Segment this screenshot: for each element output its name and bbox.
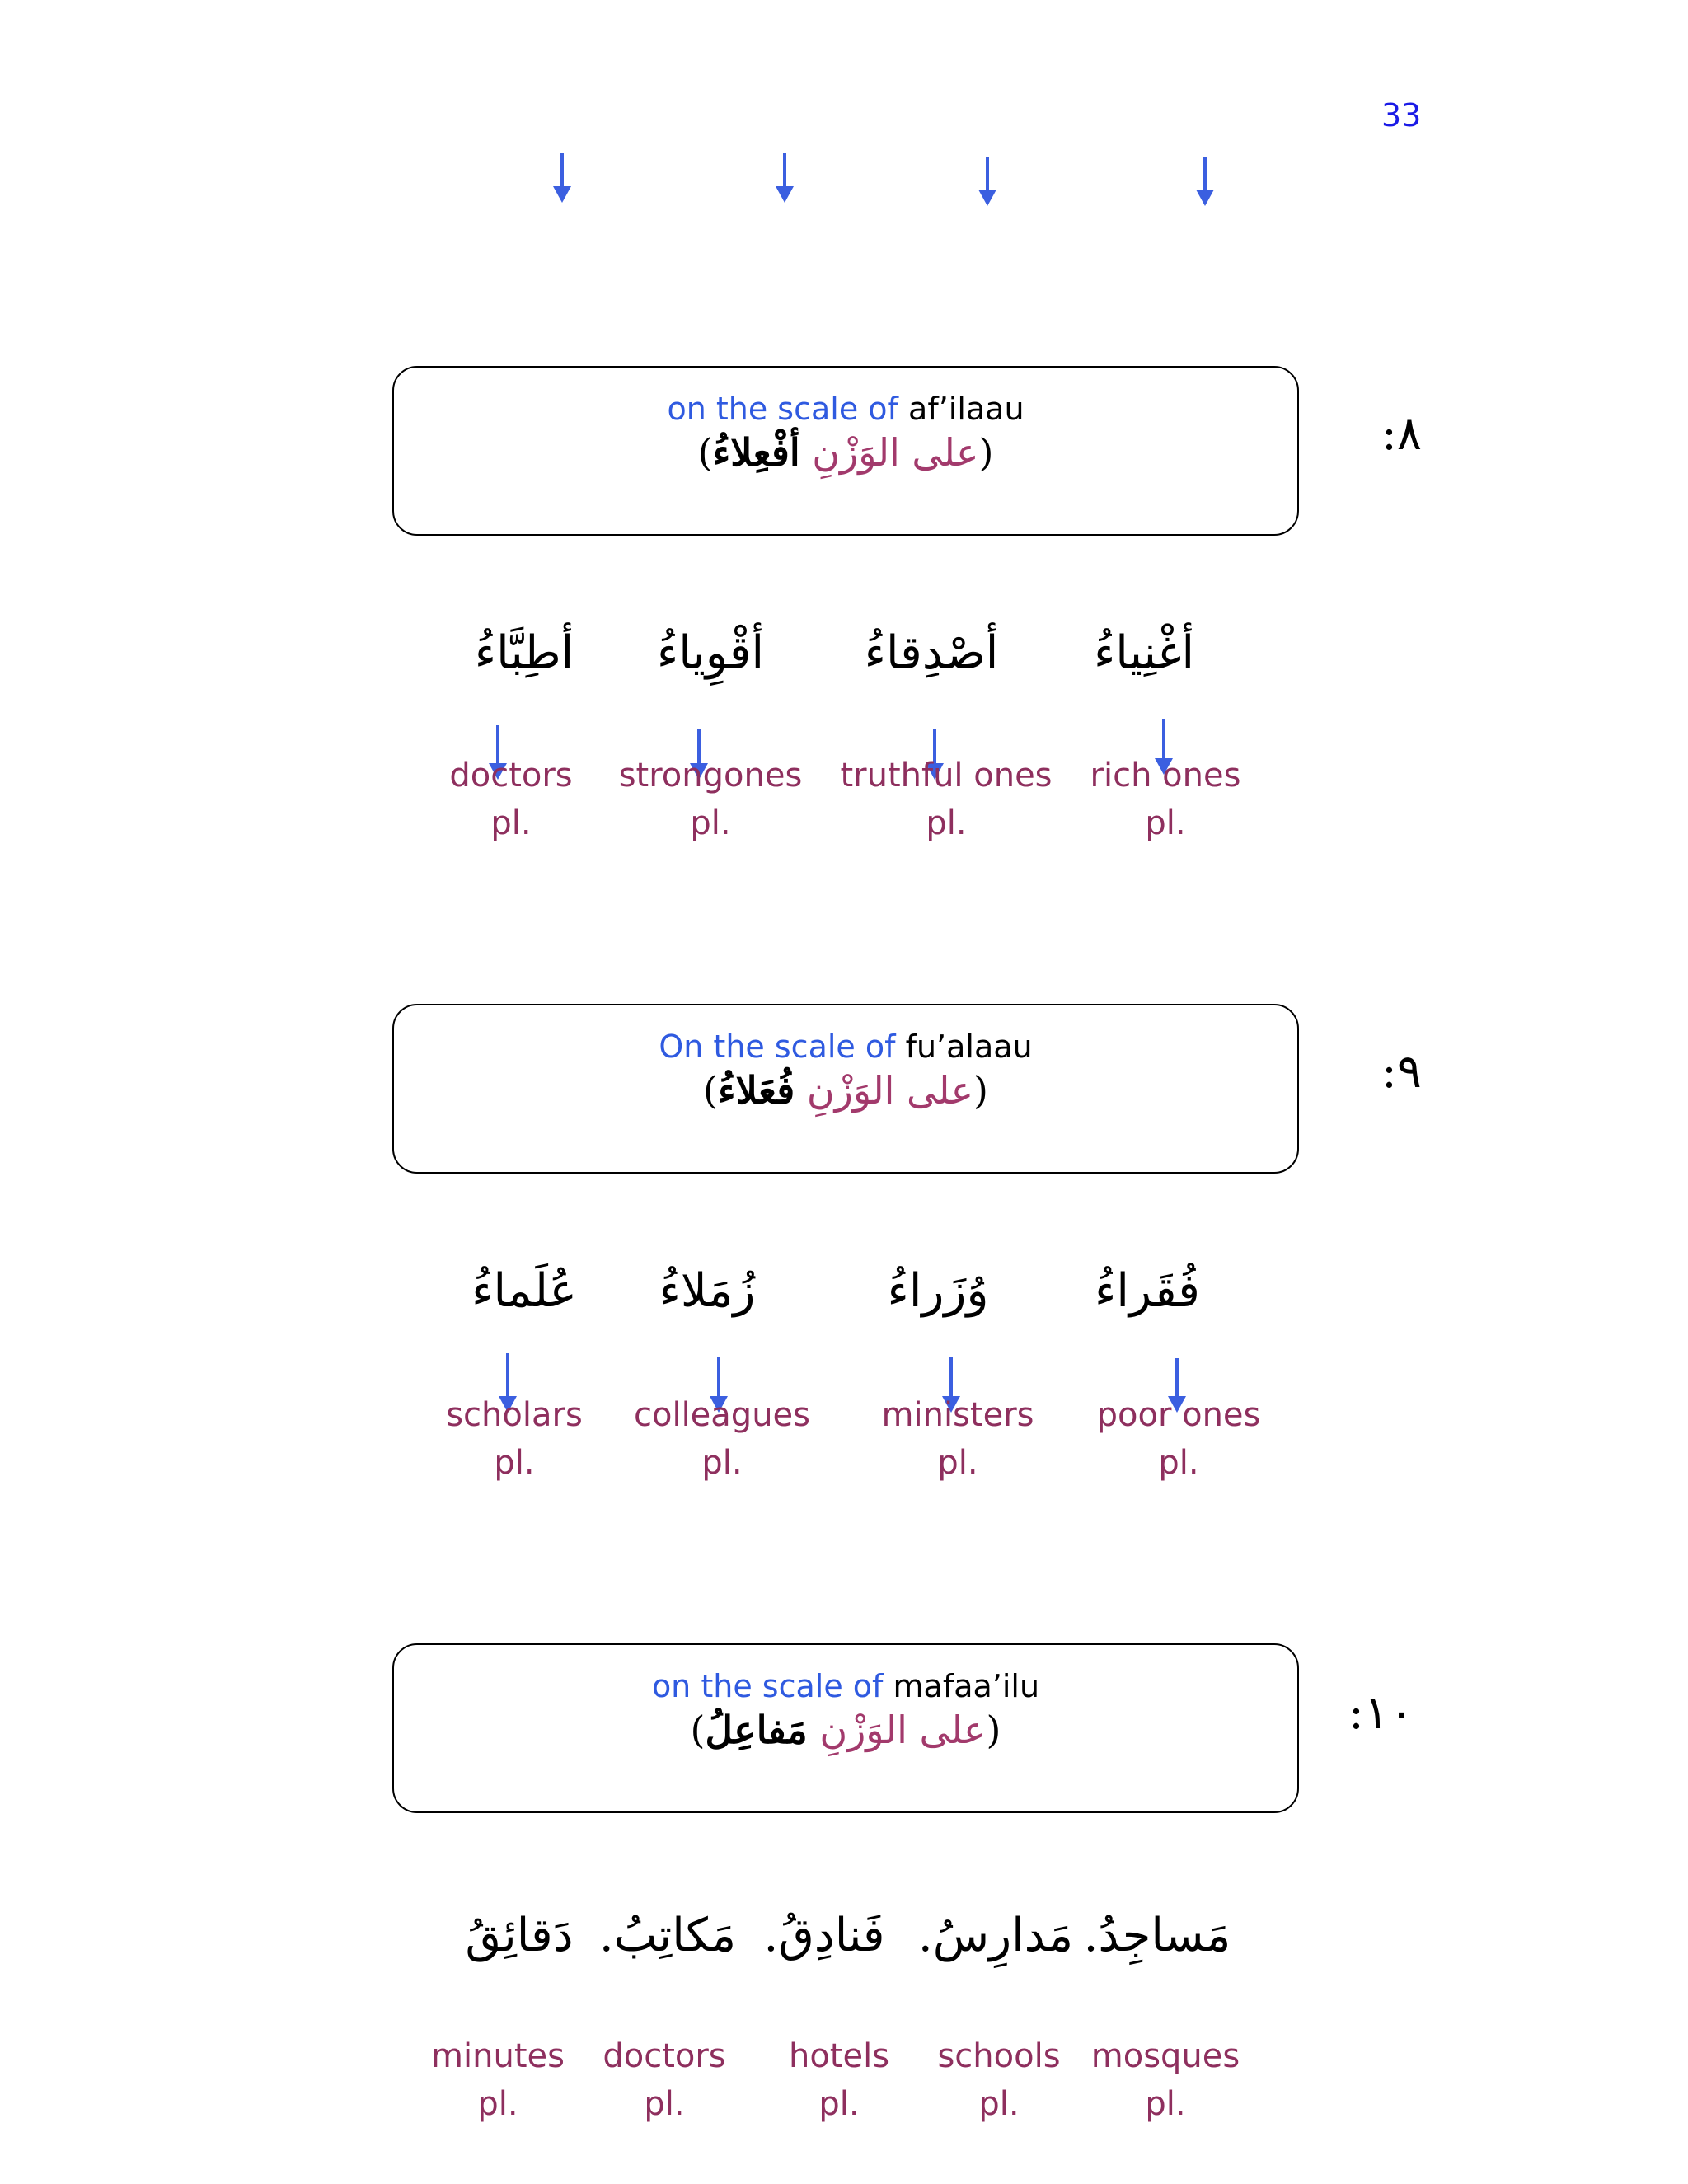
- gloss: [937, 2032, 1060, 2128]
- scale-prefix: on the scale of: [651, 1668, 884, 1704]
- scale-prefix: on the scale of: [667, 391, 898, 427]
- gloss-number: pl.: [490, 804, 532, 842]
- scale-ar-prefix: على الوَزْنِ: [812, 430, 979, 475]
- gloss-meaning: doctors: [603, 2037, 726, 2075]
- scale-caption: [394, 391, 1297, 427]
- gloss-meaning: schools: [937, 2037, 1061, 2075]
- section-number: :٩: [1381, 1045, 1422, 1099]
- arrow-down-icon: [560, 153, 564, 188]
- scale-translit: mafaa’ilu: [893, 1668, 1040, 1704]
- gloss: [1090, 752, 1241, 847]
- gloss-number: pl.: [818, 2085, 860, 2123]
- gloss-number: pl.: [978, 2085, 1020, 2123]
- gloss-number: pl.: [1158, 1444, 1199, 1482]
- scale-translit: fu’alaau: [905, 1029, 1033, 1065]
- gloss-number: pl.: [1145, 2085, 1186, 2123]
- arrow-down-icon: [783, 153, 786, 188]
- arabic-word: أصْدِقاءُ: [864, 626, 999, 680]
- scale-ar-pattern: فُعَلاءُ: [717, 1068, 795, 1113]
- scale-arabic: (على الوَزْنِ فُعَلاءُ): [703, 1068, 988, 1113]
- gloss-meaning: ministers: [881, 1396, 1034, 1434]
- gloss: [634, 1391, 810, 1487]
- arabic-word: أغْنِياءُ: [1093, 626, 1195, 680]
- gloss: [619, 752, 803, 847]
- gloss-number: pl.: [701, 1444, 743, 1482]
- gloss-meaning: minutes: [431, 2037, 565, 2075]
- gloss: [789, 2032, 889, 2128]
- scale-box: [392, 1004, 1299, 1174]
- arabic-word: مَكاتِبُ.: [598, 1909, 737, 1962]
- scale-box: [392, 1643, 1299, 1813]
- arabic-word: دَقائِقُ: [465, 1909, 574, 1962]
- arabic-word: أقْوِياءُ: [656, 626, 765, 680]
- section-number: :١٠: [1348, 1686, 1414, 1740]
- gloss-meaning: hotels: [788, 2037, 890, 2075]
- arabic-word: مَدارِسُ.: [917, 1909, 1074, 1962]
- scale-translit: af’ilaau: [908, 391, 1025, 427]
- gloss: [449, 752, 572, 847]
- gloss-meaning: doctors: [449, 757, 573, 794]
- page-number: 33: [1381, 97, 1422, 134]
- gloss-number: pl.: [644, 2085, 685, 2123]
- gloss-number: pl.: [477, 2085, 518, 2123]
- gloss: [1091, 2032, 1240, 2128]
- scale-arabic: (على الوَزْنِ مَفاعِلُ): [690, 1708, 1001, 1752]
- gloss-meaning: scholars: [446, 1396, 583, 1434]
- gloss: [603, 2032, 725, 2128]
- scale-caption: [394, 1668, 1297, 1704]
- scale-caption: [394, 1029, 1297, 1065]
- scale-ar-prefix: على الوَزْنِ: [806, 1068, 974, 1113]
- arabic-word: زُمَلاءُ: [659, 1264, 756, 1318]
- gloss-number: pl.: [494, 1444, 535, 1482]
- gloss-meaning: strongones: [618, 757, 803, 794]
- arrow-down-icon: [1203, 157, 1207, 191]
- gloss: [882, 1391, 1034, 1487]
- gloss: [431, 2032, 565, 2128]
- gloss: [446, 1391, 583, 1487]
- arabic-word: أطِبَّاءُ: [474, 626, 574, 680]
- arabic-word: فَنادِقُ.: [763, 1909, 885, 1962]
- gloss-number: pl.: [926, 804, 967, 842]
- gloss-meaning: poor ones: [1096, 1396, 1261, 1434]
- arabic-word: وُزَراءُ: [887, 1264, 989, 1318]
- arrow-down-icon: [986, 157, 989, 191]
- scale-arabic: (على الوَزْنِ أفْعِلاءُ): [697, 430, 994, 475]
- scale-ar-prefix: على الوَزْنِ: [819, 1708, 987, 1752]
- arabic-word: مَساجِدُ.: [1083, 1909, 1231, 1962]
- gloss: [1097, 1391, 1261, 1487]
- arabic-word: عُلَماءُ: [471, 1264, 577, 1318]
- arabic-word: فُقَراءُ: [1095, 1264, 1200, 1318]
- scale-ar-pattern: مَفاعِلُ: [705, 1708, 808, 1752]
- gloss-meaning: mosques: [1090, 2037, 1240, 2075]
- gloss-meaning: rich ones: [1090, 757, 1241, 794]
- gloss-number: pl.: [690, 804, 731, 842]
- gloss-number: pl.: [1145, 804, 1186, 842]
- gloss-number: pl.: [937, 1444, 978, 1482]
- scale-ar-pattern: أفْعِلاءُ: [712, 430, 800, 475]
- scale-box: [392, 366, 1299, 536]
- gloss-meaning: colleagues: [633, 1396, 811, 1434]
- section-number: :٨: [1381, 407, 1422, 461]
- scale-prefix: On the scale of: [659, 1029, 896, 1065]
- gloss-meaning: truthful ones: [840, 757, 1053, 794]
- gloss: [840, 752, 1052, 847]
